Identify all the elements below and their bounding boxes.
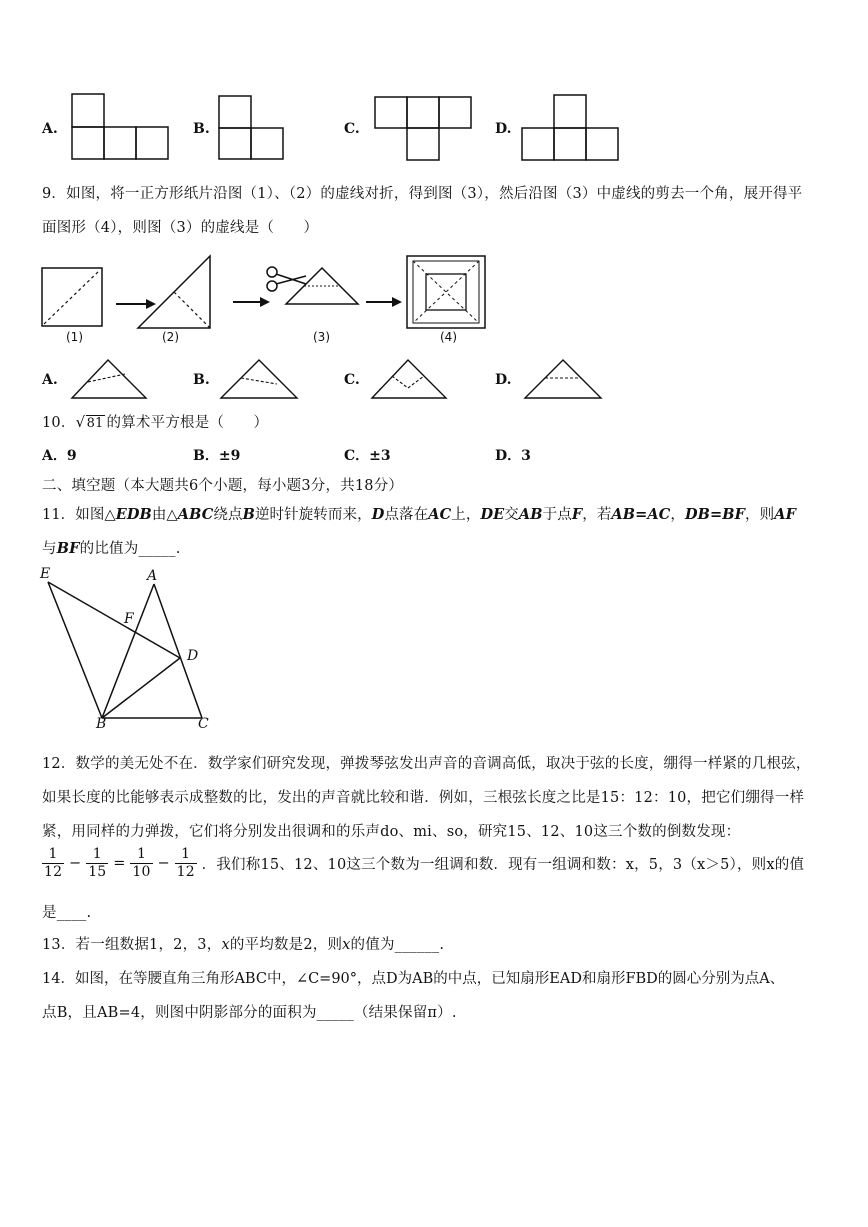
q10-prefix: 10． bbox=[42, 415, 76, 431]
q12-text-line5: 是____. bbox=[42, 905, 92, 921]
q12-frac-2: $\frac{1}{15}$ bbox=[88, 846, 107, 880]
q12-equation-line: $\frac{1}{12}$ − $\frac{1}{15}$ = $\frac{1}{10}$ − $\frac{1}{12}$ ．我们称15、12、10这三个数为一组调和数．现有一组调和数：x，5，3（x＞5），则x的值 bbox=[44, 846, 805, 880]
q10-option-c: C．±3 bbox=[344, 448, 391, 464]
q9-option-a-label: A. bbox=[42, 372, 58, 388]
q12-text-line4-tail: ．我们称15、12、10这三个数为一组调和数．现有一组调和数：x，5，3（x＞5），则x的值 bbox=[201, 857, 805, 873]
q9-folding-figure bbox=[40, 252, 490, 348]
q8-option-b-label: B. bbox=[193, 121, 210, 137]
q11-point-d-label: D bbox=[187, 648, 199, 664]
q13-text: 13．若一组数据1，2，3，x的平均数是2，则x的值为______. bbox=[42, 937, 445, 953]
q11-point-b-label: B bbox=[96, 716, 107, 732]
q12-frac-1: $\frac{1}{12}$ bbox=[44, 846, 63, 880]
q10-option-a: A．9 bbox=[42, 448, 77, 464]
q12-frac-4: $\frac{1}{12}$ bbox=[176, 846, 195, 880]
q14-text-line1: 14．如图，在等腰直角三角形ABC中，∠C=90°，点D为AB的中点，已知扇形EAD和扇形FBD的圆心分别为点A、 bbox=[42, 971, 785, 987]
q9-fig-label-3: (3) bbox=[313, 330, 330, 344]
q9-option-a-figure bbox=[70, 356, 150, 400]
q10-option-b: B．±9 bbox=[193, 448, 241, 464]
q11-text-line1: 11．如图△EDB由△ABC绕点B逆时针旋转而来，D点落在AC上，DE交AB于点F，若AB=AC，DB=BF，则AF bbox=[42, 506, 796, 523]
q12-text-line1: 12．数学的美无处不在．数学家们研究发现，弹拨琴弦发出声音的音调高低，取决于弦的长度，绷得一样紧的几根弦， bbox=[42, 756, 811, 772]
q12-text-line2: 如果长度的比能够表示成整数的比，发出的声音就比较和谐．例如，三根弦长度之比是15：12：10，把它们绷得一样 bbox=[42, 790, 805, 806]
q11-point-a-label: A bbox=[147, 568, 158, 584]
q8-option-d-figure bbox=[520, 93, 620, 161]
q11-point-e-label: E bbox=[40, 566, 51, 582]
q9-option-d-figure bbox=[523, 356, 605, 400]
q8-option-d-label: D. bbox=[495, 121, 512, 137]
q10-suffix: 的算术平方根是（ ） bbox=[106, 415, 269, 431]
q9-option-c-figure bbox=[370, 356, 450, 400]
q10-sqrt: √ 81 bbox=[75, 413, 104, 431]
q10-question bbox=[42, 411, 268, 432]
q10-radicand: 81 bbox=[86, 416, 104, 431]
q8-option-b-figure bbox=[217, 94, 287, 160]
q11-point-f-label: F bbox=[124, 611, 134, 627]
q9-option-b-label: B. bbox=[193, 372, 210, 388]
q9-text-line2: 面图形（4），则图（3）的虚线是（ ） bbox=[42, 220, 319, 236]
q8-option-c-figure bbox=[373, 95, 473, 161]
q8-option-a-label: A. bbox=[42, 121, 58, 137]
section2-heading: 二、填空题（本大题共6个小题，每小题3分，共18分） bbox=[42, 478, 404, 494]
q9-fig-label-2: (2) bbox=[162, 330, 179, 344]
q9-option-c-label: C. bbox=[344, 372, 360, 388]
q8-option-a-figure bbox=[70, 92, 170, 160]
q9-option-d-label: D. bbox=[495, 372, 512, 388]
q9-text-line1: 9．如图，将一正方形纸片沿图（1）、（2）的虚线对折，得到图（3），然后沿图（3）中虚线的剪去一个角，展开得平 bbox=[42, 186, 803, 202]
q11-text-line2: 与BF的比值为_____. bbox=[42, 540, 181, 557]
q9-option-b-figure bbox=[219, 356, 301, 400]
q8-option-c-label: C. bbox=[344, 121, 360, 137]
q14-text-line2: 点B，且AB=4，则图中阴影部分的面积为_____（结果保留π）. bbox=[42, 1005, 457, 1021]
q11-point-c-label: C bbox=[198, 716, 209, 732]
q9-fig-label-4: (4) bbox=[440, 330, 457, 344]
q12-frac-3: $\frac{1}{10}$ bbox=[132, 846, 151, 880]
q10-option-d: D．3 bbox=[495, 448, 531, 464]
q9-fig-label-1: (1) bbox=[66, 330, 83, 344]
q12-text-line3: 紧，用同样的力弹拨，它们将分别发出很调和的乐声do、mi、so，研究15、12、10这三个数的倒数发现： bbox=[42, 824, 741, 840]
